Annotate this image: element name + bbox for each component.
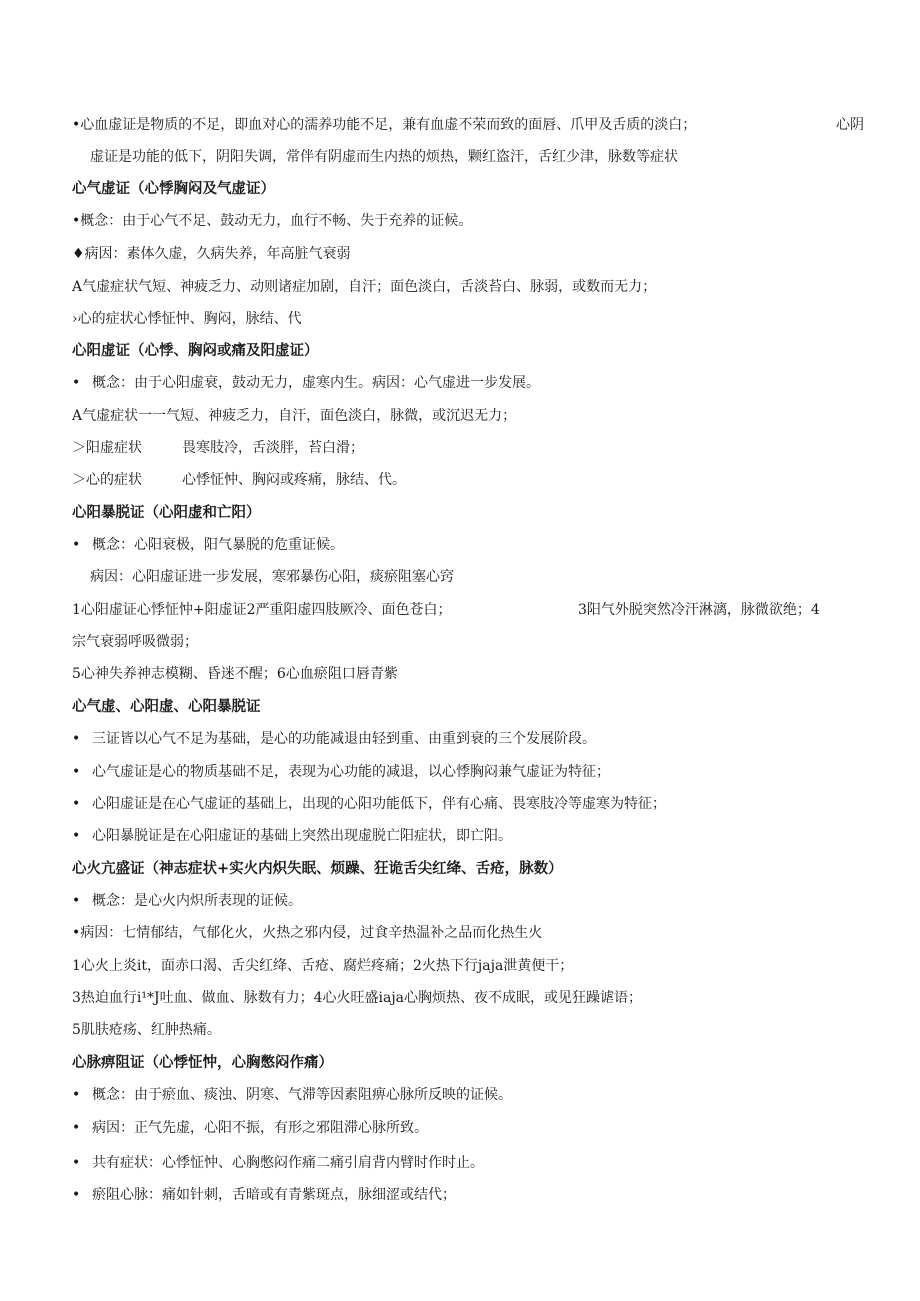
bullet-item: • 瘀阻心脉：痛如针刺，舌暗或有青紫斑点，脉细涩或结代；: [72, 1185, 456, 1205]
text-line: •概念：由于心气不足、鼓动无力，血行不畅、失于充养的证候。: [72, 213, 473, 229]
text-line: 3热迫血行i¹*J吐血、做血、脉数有力；4心火旺盛iaja心胸烦热、夜不成眠，或见狂躁谑语；: [72, 990, 643, 1006]
text-line: ＞心的症状 心悸怔忡、胸闷或疼痛，脉结、代。: [72, 472, 406, 488]
text-line: 心阴: [836, 117, 864, 133]
bullet-item: • 心气虚证是心的物质基础不足，表现为心功能的减退，以心悸胸闷兼气虚证为特征；: [72, 762, 610, 782]
text-line: •病因：七情郁结，气郁化火，火热之邪内侵，过食辛热温补之品而化热生火: [72, 925, 543, 941]
bullet-item: • 概念：由于瘀血、痰浊、阴寒、气滞等因素阻痹心脉所反映的证候。: [72, 1085, 512, 1105]
bullet-item: • 概念：心阳衰极，阳气暴脱的危重证候。: [72, 535, 344, 555]
text-line: 5心神失养神志模糊、昏迷不醒；6心血瘀阻口唇青紫: [72, 666, 398, 682]
text-line: A气虚症状一一气短、神疲乏力，自汗，面色淡白，脉微，或沉迟无力；: [72, 408, 517, 424]
section-heading: 心阳暴脱证（心阳虚和亡阳）: [72, 504, 261, 521]
section-heading: 心气虚证（心悸胸闷及气虚证）: [72, 180, 275, 197]
text-line: ♦病因：素体久虚，久病失养，年高脏气衰弱: [72, 246, 351, 262]
bullet-item: • 心阳虚证是在心气虚证的基础上，出现的心阳功能低下，伴有心痛、畏寒肢冷等虚寒为特征；: [72, 794, 666, 814]
text-line: 虚证是功能的低下，阴阳失调，常伴有阴虚而生内热的烦热，颗红盗汗，舌红少津，脉数等症状: [90, 149, 678, 165]
text-line: 宗气衰弱呼吸微弱；: [72, 634, 198, 650]
text-line: 5肌肤疮疡、红肿热痛。: [72, 1022, 221, 1038]
bullet-item: • 概念：由于心阳虚衰，鼓动无力，虚寒内生。病因：心气虚进一步发展。: [72, 373, 540, 393]
text-line: 3阳气外脱突然冷汗淋漓，脉微欲绝；4: [578, 602, 820, 618]
bullet-item: • 三证皆以心气不足为基础，是心的功能减退由轻到重、由重到衰的三个发展阶段。: [72, 729, 596, 749]
text-line: 1心火上炎it，面赤口渴、舌尖红绛、舌疮、腐烂疼痛；2火热下行jaja泄黄便干；: [72, 958, 574, 974]
bullet-item: • 病因：正气先虚，心阳不振，有形之邪阻滞心脉所致。: [72, 1118, 428, 1138]
section-heading: 心气虚、心阳虚、心阳暴脱证: [72, 698, 261, 715]
text-line: ›心的症状心悸怔忡、胸闷，脉结、代: [72, 311, 302, 327]
bullet-item: • 概念：是心火内炽所表现的证候。: [72, 891, 302, 911]
text-line: A气虚症状气短、神疲乏力、动则诸症加剧，自汗；面色淡白，舌淡苔白、脉弱，或数而无力；: [72, 279, 657, 295]
text-line: ＞阳虚症状 畏寒肢冷，舌淡胖，苔白滑；: [72, 440, 364, 456]
text-line: 病因：心阳虚证进一步发展，寒邪暴伤心阳，痰瘀阻塞心窍: [90, 569, 454, 585]
section-heading: 心阳虚证（心悸、胸闷或痛及阳虚证）: [72, 342, 319, 359]
text-line: •心血虚证是物质的不足，即血对心的濡养功能不足，兼有血虚不荣而致的面唇、爪甲及舌质的淡白；: [72, 117, 697, 133]
section-heading: 心火亢盛证（神志症状+实火内炽失眠、烦躁、狂诡舌尖红绛、舌疮，脉数）: [72, 860, 563, 877]
section-heading: 心脉痹阻证（心悸怔忡，心胸憋闷作痛）: [72, 1054, 333, 1071]
bullet-item: • 共有症状：心悸怔忡、心胸憋闷作痛二痛引肩背内臂时作时止。: [72, 1153, 484, 1173]
bullet-item: • 心阳暴脱证是在心阳虚证的基础上突然出现虚脱亡阳症状，即亡阳。: [72, 826, 512, 846]
text-line: 1心阳虚证心悸怔忡+阳虚证2严重阳虚四肢厥冷、面色苍白；: [72, 602, 452, 618]
